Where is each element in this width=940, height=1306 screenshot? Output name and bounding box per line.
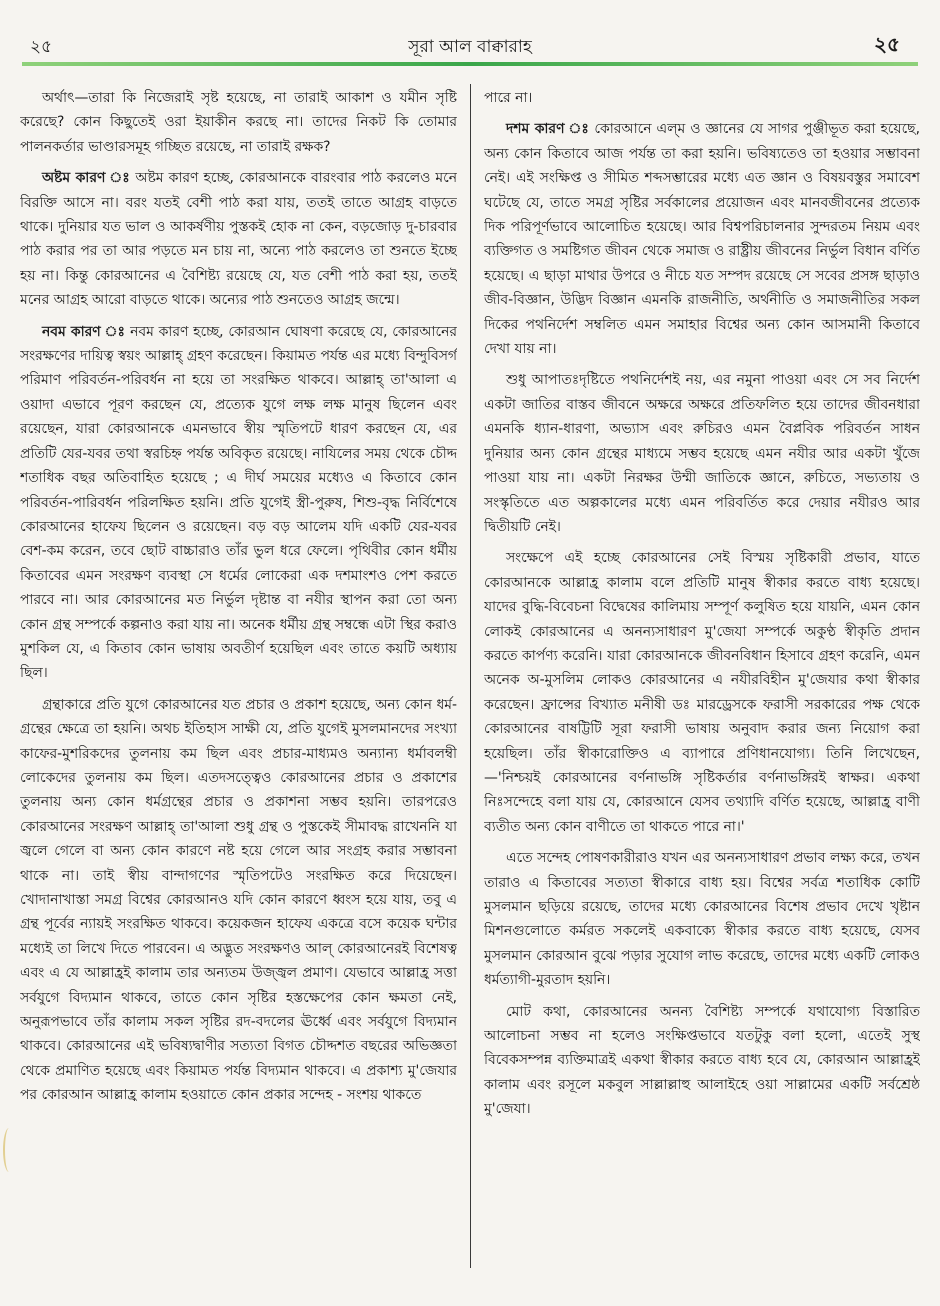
left-column	[20, 86, 457, 1286]
section-heading: অষ্টম কারণ ঃ	[42, 170, 131, 187]
paragraph: সংক্ষেপে এই হচ্ছে কোরআনের সেই বিস্ময় সৃষ্টিকারী প্রভাব, যাতে কোরআনকে আল্লাহ্র কালাম বলে প্রতিটি মানুষ স্বীকার করতে বাধ্য হয়েছে। যাদের বুদ্ধি-বিবেচনা বিদ্বেষের কালিমায় সম্পূর্ণ কলুষিত হয়ে যায়নি, এমন কোন লোকই কোরআনের এ অনন্যসাধারণ মু'জেযা সম্পর্কে অকুণ্ঠ স্বীকৃতি প্রদান করতে কার্পণ্য করেনি। যারা কোরআনকে জীবনবিধান হিসাবে গ্রহণ করেনি, এমন অনেক অ-মুসলিম লোকও কোরআনের এ নযীরবিহীন মু'জেযার কথা স্বীকার করেছেন। ফ্রান্সের বিখ্যাত মনীষী ডঃ মারড্রেসকে ফরাসী সরকারের পক্ষ থেকে কোরআনের বাষট্টিটি সূরা ফরাসী ভাষায় অনুবাদ করার জন্য নিয়োগ করা হয়েছিল। তাঁর স্বীকারোক্তিও এ ব্যাপারে প্রণিধানযোগ্য। তিনি লিখেছেন,—'নিশ্চয়ই কোরআনের বর্ণনাভঙ্গি সৃষ্টিকর্তার বর্ণনাভঙ্গিরই স্বাক্ষর। একথা নিঃসন্দেহে বলা যায় যে, কোরআনে যেসব তথ্যাদি বর্ণিত হয়েছে, আল্লাহ্র বাণী ব্যতীত অন্য কোন বাণীতে তা থাকতে পারে না।'	[484, 550, 920, 835]
margin-mark	[3, 1128, 15, 1172]
section-heading: নবম কারণ ঃ	[42, 323, 126, 340]
running-title: সূরা আল বাক্বারাহ	[408, 37, 532, 57]
paragraph: অর্থাৎ—তারা কি নিজেরাই সৃষ্ট হয়েছে, না তারাই আকাশ ও যমীন সৃষ্টি করেছে? কোন কিছুতেই ওরা ইয়াকীন করছে না। তাদের নিকট কি তোমার পালনকর্তার ভাণ্ডারসমূহ গচ্ছিত রয়েছে, না তারাই রক্ষক?	[20, 90, 457, 155]
paragraph: অষ্টম কারণ ঃ অষ্টম কারণ হচ্ছে, কোরআনকে বারংবার পাঠ করলেও মনে বিরক্তি আসে না। বরং যতই বেশী পাঠ করা যায়, ততই তাতে আগ্রহ বাড়তে থাকে। দুনিয়ার যত ভাল ও আকর্ষণীয় পুস্তকই হোক না কেন, বড়জোড় দু-চারবার পাঠ করার পর তা আর পড়তে মন চায় না, অন্যে পাঠ করলেও তা শুনতে ইচ্ছে হয় না। কিন্তু কোরআনের এ বৈশিষ্ট্য রয়েছে যে, যত বেশী পাঠ করা হয়, ততই মনের আগ্রহ আরো বাড়তে থাকে। অন্যের পাঠ শুনতেও আগ্রহ জন্মে।	[20, 170, 457, 309]
paragraph: গ্রন্থাকারে প্রতি যুগে কোরআনের যত প্রচার ও প্রকাশ হয়েছে, অন্য কোন ধর্ম-গ্রন্থের ক্ষেত্রে তা হয়নি। অথচ ইতিহাস সাক্ষী যে, প্রতি যুগেই মুসলমানদের সংখ্যা কাফের-মুশরিকদের তুলনায় কম ছিল এবং প্রচার-মাধ্যমও অন্যান্য ধর্মাবলম্বী লোকেদের তুলনায় কম ছিল। এতদসত্ত্বেও কোরআনের প্রচার ও প্রকাশের তুলনায় অন্য কোন ধর্মগ্রন্থের প্রচার ও প্রকাশনা সম্ভব হয়নি। তারপরেও কোরআনের সংরক্ষণ আল্লাহ্ তা'আলা শুধু গ্রন্থ ও পুস্তকেই সীমাবদ্ধ রাখেননি যা জ্বলে গেলে বা অন্য কোন কারণে নষ্ট হয়ে গেলে আর সংগ্রহ করার সম্ভাবনা থাকে না। তাই স্বীয় বান্দাগণের স্মৃতিপটেও সংরক্ষিত করে দিয়েছেন। খোদানাখাস্তা সমগ্র বিশ্বের কোরআনও যদি কোন কারণে ধ্বংস হয়ে যায়, তবু এ গ্রন্থ পূর্বের ন্যায়ই সংরক্ষিত থাকবে। কয়েকজন হাফেয একত্রে বসে কয়েক ঘন্টার মধ্যেই তা লিখে দিতে পারবেন। এ অদ্ভুত সংরক্ষণও আল্ কোরআনেরই বিশেষত্ব এবং এ যে আল্লাহ্রই কালাম তার অন্যতম উজ্জ্বল প্রমাণ। যেভাবে আল্লাহ্র সত্তা সর্বযুগে বিদ্যমান থাকবে, তাতে কোন সৃষ্টির হস্তক্ষেপের কোন ক্ষমতা নেই, অনুরূপভাবে তাঁর কালাম সকল সৃষ্টির রদ-বদলের ঊর্ধ্বে এবং সর্বযুগে বিদ্যমান থাকবে। কোরআনের এই ভবিষ্যদ্বাণীর সত্যতা বিগত চৌদ্দশত বছরের অভিজ্ঞতা থেকে প্রমাণিত হয়েছে এবং কিয়ামত পর্যন্ত বিদ্যমান থাকবে। এ প্রকাশ্য মু'জেযার পর কোরআন আল্লাহ্র কালাম হওয়াতে কোন প্রকার সন্দেহ - সংশয় থাকতে	[20, 696, 457, 1104]
paragraph: দশম কারণ ঃ কোরআনে এল্‌ম ও জ্ঞানের যে সাগর পুঞ্জীভূত করা হয়েছে, অন্য কোন কিতাবে আজ পর্যন্ত তা করা হয়নি। ভবিষ্যতেও তা হওয়ার সম্ভাবনা নেই। এই সংক্ষিপ্ত ও সীমিত শব্দসম্ভারের মধ্যে এত জ্ঞান ও বিষয়বস্তুর সমাবেশ ঘটেছে যে, তাতে সমগ্র সৃষ্টির সর্বকালের প্রয়োজন এবং মানবজীবনের প্রত্যেক দিক পরিপূর্ণভাবে আলোচিত হয়েছে। আর বিশ্বপরিচালনার সুন্দরতম নিয়ম এবং ব্যক্তিগত ও সমষ্টিগত জীবন থেকে সমাজ ও রাষ্ট্রীয় জীবনের নির্ভুল বিধান বর্ণিত হয়েছে। এ ছাড়া মাথার উপরে ও নীচে যত সম্পদ রয়েছে সে সবের প্রসঙ্গ ছাড়াও জীব-বিজ্ঞান, উদ্ভিদ বিজ্ঞান এমনকি রাজনীতি, অর্থনীতি ও সমাজনীতির সকল দিকের পথনির্দেশ সম্বলিত এমন সমাহার বিশ্বের অন্য কোন আসমানী কিতাবে দেখা যায় না।	[484, 121, 920, 358]
section-heading: দশম কারণ ঃ	[506, 121, 590, 138]
paragraph: শুধু আপাতঃদৃষ্টিতে পথনির্দেশই নয়, এর নমুনা পাওয়া এবং সে সব নির্দেশ একটা জাতির বাস্তব জীবনে অক্ষরে অক্ষরে প্রতিফলিত হয়ে তাদের জীবনধারা এমনকি ধ্যান-ধারণা, অভ্যাস এবং রুচিরও এমন বৈপ্লবিক পরিবর্তন সাধন দুনিয়ার অন্য কোন গ্রন্থের মাধ্যমে সম্ভব হয়েছে এমন নযীর আর একটা খুঁজে পাওয়া যায় না। একটা নিরক্ষর উম্মী জাতিকে জ্ঞানে, রুচিতে, সভ্যতায় ও সংস্কৃতিতে এত অল্পকালের মধ্যে এমন পরিবর্তিত করে দেয়ার নযীরও আর দ্বিতীয়টি নেই।	[484, 372, 920, 535]
paragraph: নবম কারণ ঃ নবম কারণ হচ্ছে, কোরআন ঘোষণা করেছে যে, কোরআনের সংরক্ষণের দায়িত্ব স্বয়ং আল্লাহ্ গ্রহণ করেছেন। কিয়ামত পর্যন্ত এর মধ্যে বিন্দুবিসর্গ পরিমাণ পরিবর্তন-পরিবর্ধন না হয়ে তা সংরক্ষিত থাকবে। আল্লাহ্ তা'আলা এ ওয়াদা এভাবে পূরণ করছেন যে, প্রত্যেক যুগে লক্ষ লক্ষ মানুষ ছিলেন এবং রয়েছেন, যারা কোরআনকে এমনভাবে স্বীয় স্মৃতিপটে ধারণ করছেন যে, এর প্রতিটি যের-যবর তথা স্বরচিহ্ন পর্যন্ত অবিকৃত রয়েছে। নাযিলের সময় থেকে চৌদ্দ শতাধিক বছর অতিবাহিত হয়েছে ; এ দীর্ঘ সময়ের মধ্যেও এ কিতাবে কোন পরিবর্তন-পারিবর্ধন পরিলক্ষিত হয়নি। প্রতি যুগেই স্ত্রী-পুরুষ, শিশু-বৃদ্ধ নির্বিশেষে কোরআনের হাফেয ছিলেন ও রয়েছেন। বড় বড় আলেম যদি একটি যের-যবর বেশ-কম করেন, তবে ছোট বাচ্চারাও তাঁর ভুল ধরে ফেলে। পৃথিবীর কোন ধর্মীয় কিতাবের এমন সংরক্ষণ ব্যবস্থা সে ধর্মের লোকেরা এক দশমাংশও পেশ করতে পারবে না। আর কোরআনের মত নির্ভুল দৃষ্টান্ত বা নযীর স্থাপন করা তো অন্য কোন গ্রন্থ সম্পর্কে কল্পনাও করা যায় না। অনেক ধর্মীয় গ্রন্থ সম্বন্ধে এটা স্থির করাও মুশকিল যে, এ কিতাব কোন ভাষায় অবতীর্ণ হয়েছিল এবং তাতে কয়টি অধ্যায় ছিল।	[20, 323, 457, 682]
page-number-right: ২৫	[874, 32, 900, 56]
header-rule	[22, 62, 918, 66]
paragraph: মোট কথা, কোরআনের অনন্য বৈশিষ্ট্য সম্পর্কে যথাযোগ্য বিস্তারিত আলোচনা সম্ভব না হলেও সংক্ষিপ্তভাবে যতটুকু বলা হলো, এতেই সুস্থ বিবেকসম্পন্ন ব্যক্তিমাত্রই একথা স্বীকার করতে বাধ্য হবে যে, কোরআন আল্লাহ্রই কালাম এবং রসূলে মকবুল সাল্লাল্লাহু আলাইহে ওয়া সাল্লামের একটি সর্বশ্রেষ্ঠ মু'জেযা।	[484, 1003, 920, 1118]
right-column	[484, 86, 920, 1286]
column-divider	[470, 84, 471, 1268]
page-header	[0, 0, 940, 60]
paragraph: এতে সন্দেহ পোষণকারীরাও যখন এর অনন্যসাধারণ প্রভাব লক্ষ্য করে, তখন তারাও এ কিতাবের সত্যতা স্বীকারে বাধ্য হয়। বিশ্বের সর্বত্র শতাধিক কোটি মুসলমান ছড়িয়ে রয়েছে, তাদের মধ্যে কোরআনের বিশেষ প্রভাব দেখে খৃষ্টান মিশনগুলোতে কর্মরত সকলেই একবাক্যে স্বীকার করতে বাধ্য হয়েছে, যেসব মুসলমান কোরআন বুঝে পড়ার সুযোগ লাভ করেছে, তাদের মধ্যে একটি লোকও ধর্মত্যাগী-মুরতাদ হয়নি।	[484, 850, 920, 989]
paragraph-continued: পারে না।	[484, 90, 533, 106]
page-number-left: ২৫	[30, 37, 53, 57]
